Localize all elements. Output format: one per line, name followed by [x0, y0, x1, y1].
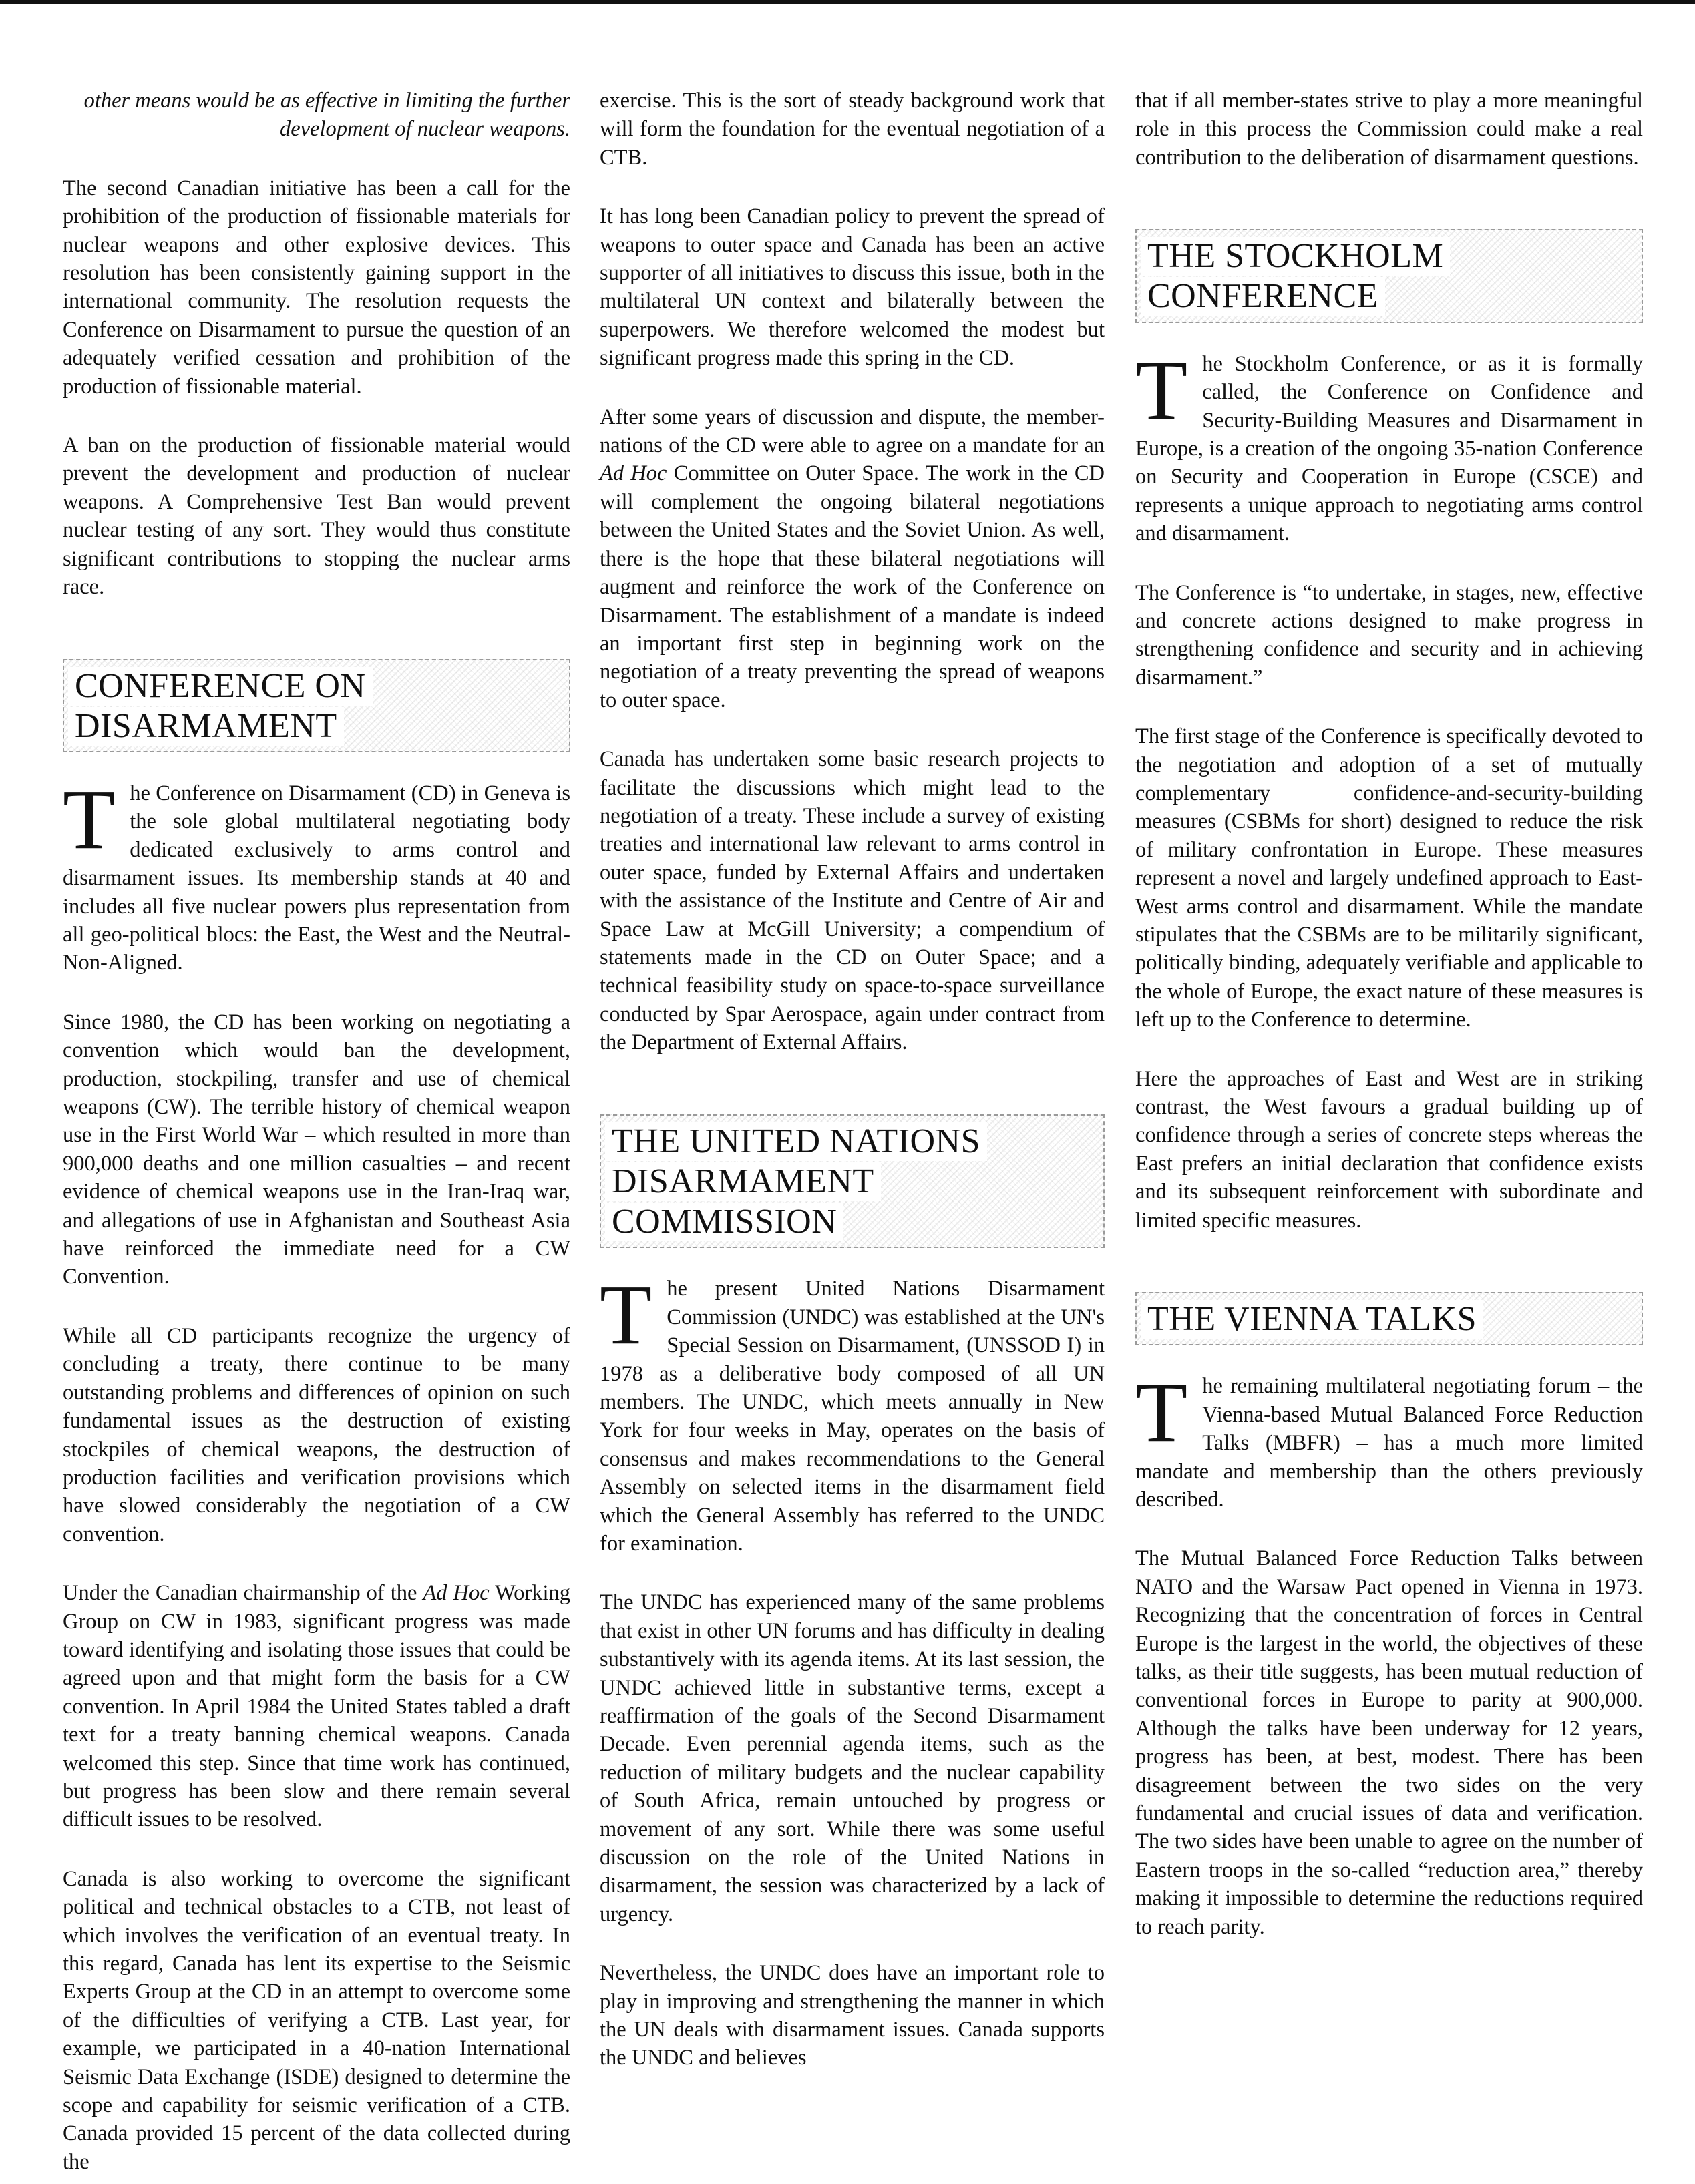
section-heading-un-disarmament-commission: [600, 1114, 1105, 1249]
paragraph: The Mutual Balanced Force Reduction Talks between NATO and the Warsaw Pact opened in Vienna in 1973. Recognizing that the concentration of forces in Central Europe is the largest in the world, the objectives of these talks, as their title suggests, has been mutual reduction of conventional forces in Europe to parity at 900,000. Although the talks have been underway for 12 years, progress has been, at best, modest. There has been disagreement between the two sides on the very fundamental and crucial issues of data and verification. The two sides have been unable to agree on the number of Eastern troops in the so-called “reduction area,” thereby making it impossible to determine the reductions required to reach parity.: [1135, 1546, 1643, 1939]
paragraph: Under the Canadian chairmanship of the Ad Hoc Working Group on CW in 1983, significant progress was made toward identifying and isolating those issues that could be agreed upon and that might form the basis for a CW convention. In April 1984 the United States tabled a draft text for a treaty banning chemical weapons. Canada welcomed this step. Since that time work has continued, but progress has been slow and there remain several difficult issues to be resolved.: [63, 1581, 570, 1832]
paragraph: While all CD participants recognize the urgency of concluding a treaty, there continue to be many outstanding problems and differences of opinion on such fundamental issues as the destruction of existing stockpiles of chemical weapons, the destruction of production facilities and verification provisions which have slowed considerably the negotiation of a CW convention.: [63, 1323, 570, 1546]
heading-line: THE VIENNA TALKS: [1141, 1300, 1483, 1339]
paragraph: The UNDC has experienced many of the same problems that exist in other UN forums and has difficulty in dealing substantively with its agenda items. At its last session, the UNDC achieved little in substantive terms, except a reaffirmation of the goals of the Second Disarmament Decade. Even perennial agenda items, such as the reduction of military budgets and the nuclear capability of South Africa, remain untouched by progress or movement of any sort. While there was some useful discussion on the role of the United Nations in disarmament, the session was characterized by a lack of urgency.: [600, 1590, 1105, 1926]
paragraph: The Stockholm Conference, or as it is formally called, the Conference on Confidence and Security-Building Measures and Disarmament in Europe, is a creation of the ongoing 35-nation Conference on Security and Cooperation in Europe (CSCE) and represents a unique approach to negotiating arms control and disarmament.: [1135, 342, 1643, 546]
heading-line: COMMISSION: [605, 1203, 843, 1241]
paragraph: Here the approaches of East and West are in striking contrast, the West favours a gradual building up of confidence through a series of concrete steps whereas the East prefers an initial declaration that confidence exists and its subsequent reinforcement with subordinate and limited specific measures.: [1135, 1066, 1643, 1233]
paragraph: A ban on the production of fissionable material would prevent the development and production of nuclear weapons. A Comprehensive Test Ban would prevent nuclear testing of any sort. They would thus constitute significant contributions to stopping the nuclear arms race.: [63, 433, 570, 600]
drop-cap: T: [63, 771, 116, 867]
paragraph: The Conference is “to undertake, in stages, new, effective and concrete actions designed to make progress in strengthening confidence and security and in achieving disarmament.”: [1135, 580, 1643, 690]
heading-line: CONFERENCE ON: [68, 667, 373, 706]
heading-line: DISARMAMENT: [605, 1162, 881, 1201]
heading-line: CONFERENCE: [1141, 277, 1385, 316]
paragraph: The present United Nations Disarmament Commission (UNDC) was established at the UN's Special Session on Disarmament, (UNSSOD I) in 1978 as a deliberative body composed of all UN members. The UNDC, which meets annually in New York for four weeks in May, operates on the basis of consensus and makes recommendations to the General Assembly on selected items in the disarmament field which the General Assembly has referred to the UNDC for examination.: [600, 1267, 1105, 1556]
section-heading-conference-on-disarmament: [63, 659, 570, 752]
paragraph: After some years of discussion and dispute, the member-nations of the CD were able to agree on a mandate for an Ad Hoc Committee on Outer Space. The work in the CD will complement the ongoing bilateral negotiations between the United States and the Soviet Union. As well, there is the hope that these bilateral negotiations will augment and reinforce the work of the Conference on Disarmament. The establishment of a mandate is indeed an important first step in beginning work on the negotiation of a treaty preventing the spread of weapons to outer space.: [600, 405, 1105, 712]
heading-line: THE UNITED NATIONS: [605, 1122, 987, 1161]
paragraph: The first stage of the Conference is specifically devoted to the negotiation and adoption of a set of mutually complementary confidence-and-security-building measures (CSBMs for short) designed to reduce the risk of military confrontation in Europe. These measures represent a novel and largely undefined approach to East-West arms control and disarmament. While the mandate stipulates that the CSBMs are to be militarily significant, politically binding, adequately verifiable and applicable to the whole of Europe, the exact nature of these measures is left up to the Conference to determine.: [1135, 724, 1643, 1032]
column-3: [1135, 87, 1643, 1941]
paragraph: exercise. This is the sort of steady background work that will form the foundation for the eventual negotiation of a CTB.: [600, 89, 1105, 170]
drop-cap: T: [1135, 1365, 1188, 1460]
paragraph: It has long been Canadian policy to prevent the spread of weapons to outer space and Canada has been an active supporter of all initiatives to discuss this issue, both in the multilateral UN context and bilaterally between the superpowers. We therefore welcomed the modest but significant progress made this spring in the CD.: [600, 204, 1105, 371]
quote-text: other means would be as effective in limiting the further development of nuclear weapons.: [83, 89, 570, 142]
section-heading-vienna-talks: [1135, 1292, 1643, 1345]
section-heading-stockholm-conference: [1135, 229, 1643, 322]
drop-cap: T: [600, 1267, 652, 1363]
heading-line: DISARMAMENT: [68, 707, 344, 746]
paragraph: The remaining multilateral negotiating forum – the Vienna-based Mutual Balanced Force Reduction Talks (MBFR) – has a much more limited mandate and membership than the others previously described.: [1135, 1365, 1643, 1512]
paragraph: Since 1980, the CD has been working on negotiating a convention which would ban the development, production, stockpiling, transfer and use of chemical weapons (CW). The terrible history of chemical weapon use in the First World War – which resulted in more than 900,000 deaths and one million casualties – and recent evidence of chemical weapons use in the Iran-Iraq war, and allegations of use in Afghanistan and Southeast Asia have reinforced the immediate need for a CW Convention.: [63, 1010, 570, 1289]
paragraph: The second Canadian initiative has been a call for the prohibition of the production of fissionable materials for nuclear weapons and other explosive devices. This resolution has been consistently gaining support in the international community. The resolution requests the Conference on Disarmament to pursue the question of an adequately verified cessation and prohibition of the production of fissionable material.: [63, 176, 570, 399]
top-rule: [0, 0, 1695, 4]
paragraph: Canada is also working to overcome the significant political and technical obstacles to a CTB, not least of which involves the verification of an eventual treaty. In this regard, Canada has lent its expertise to the Seismic Experts Group at the CD in an attempt to overcome some of the difficulties of verifying a CTB. Last year, for example, we participated in a 40-nation International Seismic Data Exchange (ISDE) designed to determine the scope and capability for seismic verification of a CTB. Canada provided 15 percent of the data collected during the: [63, 1866, 570, 2174]
column-1: [63, 87, 570, 2176]
paragraph: that if all member-states strive to play a more meaningful role in this process the Commission could make a real contribution to the deliberation of disarmament questions.: [1135, 89, 1643, 170]
paragraph: The Conference on Disarmament (CD) in Geneva is the sole global multilateral negotiating body dedicated exclusively to arms control and disarmament issues. Its membership stands at 40 and includes all five nuclear powers plus representation from all geo-political blocs: the East, the West and the Neutral-Non-Aligned.: [63, 771, 570, 975]
drop-cap: T: [1135, 342, 1188, 437]
heading-line: THE STOCKHOLM: [1141, 237, 1450, 276]
paragraph: Canada has undertaken some basic research projects to facilitate the discussions which might lead to the negotiation of a treaty. These include a survey of existing treaties and international law relevant to arms control in outer space, funded by External Affairs and undertaken with the assistance of the Institute and Centre of Air and Space Law at McGill University; a compendium of statements made in the CD on Outer Space; and a technical feasibility study on space-to-space surveillance conducted by Spar Aerospace, again under contract from the Department of External Affairs.: [600, 747, 1105, 1055]
paragraph: Nevertheless, the UNDC does have an important role to play in improving and strengthening the manner in which the UN deals with disarmament issues. Canada supports the UNDC and believes: [600, 1961, 1105, 2070]
column-2: [600, 87, 1105, 2072]
